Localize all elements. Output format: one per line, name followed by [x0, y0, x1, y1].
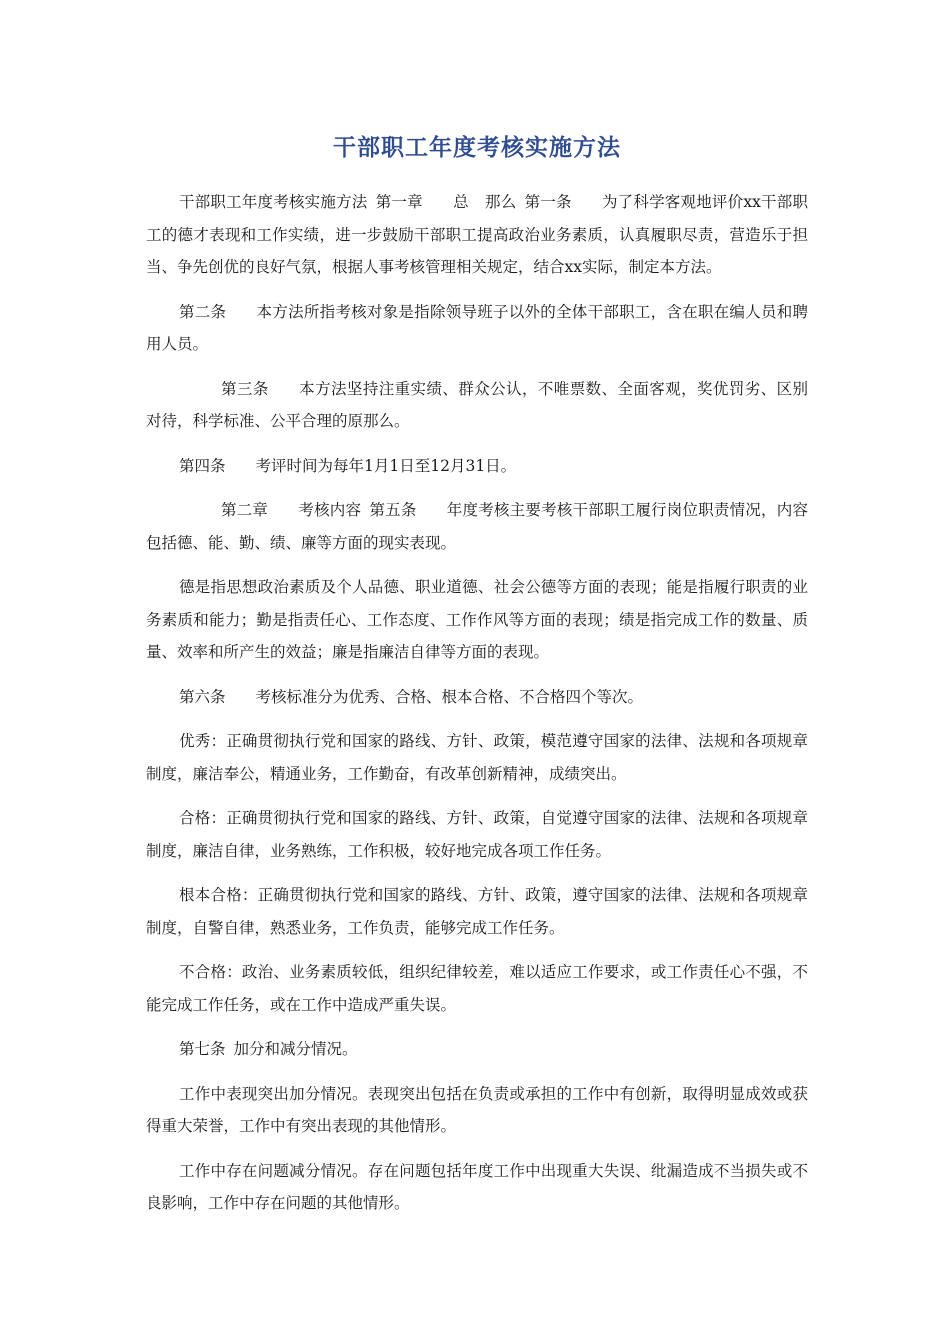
chapter-2-label: 第二章 [221, 501, 269, 519]
article-2-text: 本方法所指考核对象是指除领导班子以外的全体干部职工，含在职在编人员和聘用人员。 [146, 302, 808, 353]
paragraph-article-7 [146, 1033, 808, 1066]
paragraph-article-3 [146, 373, 808, 438]
paragraph-article-2 [146, 296, 808, 361]
paragraph-grade-basically-qualified: 根本合格：正确贯彻执行党和国家的路线、方针、政策，遵守国家的法律、法规和各项规章制度，自警自律，熟悉业务，工作负责，能够完成工作任务。 [146, 886, 808, 937]
chapter-1-title-b: 那么 [484, 193, 517, 211]
article-4-label: 第四条 [179, 456, 226, 475]
article-6-label: 第六条 [179, 687, 226, 706]
article-4-text: 考评时间为每年1月1日至12月31日。 [255, 456, 517, 475]
paragraph-article-1 [146, 186, 808, 284]
paragraph-criteria-definition: 德是指思想政治素质及个人品德、职业道德、社会公德等方面的表现；能是指履行职责的业务素质和能力；勤是指责任心、工作态度、工作作风等方面的表现；绩是指完成工作的数量、质量、效率和所产生的效益；廉是指廉洁自律等方面的表现。 [146, 578, 808, 661]
doc-name: 干部职工年度考核实施方法 [179, 193, 368, 211]
article-1-text: 为了科学客观地评价xx干部职工的德才表现和工作实绩，进一步鼓励干部职工提高政治业务素质，认真履职尽责，营造乐于担当、争先创优的良好气氛，根据人事考核管理相关规定，结合xx实际，制定本方法。 [146, 193, 808, 276]
chapter-1-title-a: 总 [452, 193, 469, 211]
paragraph-deduction-points: 工作中存在问题减分情况。存在问题包括年度工作中出现重大失误、纰漏造成不当损失或不良影响，工作中存在问题的其他情形。 [146, 1161, 808, 1212]
paragraph-bonus-points: 工作中表现突出加分情况。表现突出包括在负责或承担的工作中有创新，取得明显成效或获得重大荣誉，工作中有突出表现的其他情形。 [146, 1084, 808, 1135]
document-page [146, 128, 808, 1232]
article-3-text: 本方法坚持注重实绩、群众公认，不唯票数、全面客观，奖优罚劣、区别对待，科学标准、公平合理的原那么。 [146, 379, 808, 430]
article-3-label: 第三条 [221, 379, 269, 398]
paragraph-grade-excellent: 优秀：正确贯彻执行党和国家的路线、方针、政策，模范遵守国家的法律、法规和各项规章制度，廉洁奉公，精通业务，工作勤奋，有改革创新精神，成绩突出。 [146, 732, 808, 783]
paragraph-article-4 [146, 450, 808, 483]
article-7-text: 加分和减分情况。 [233, 1040, 358, 1058]
paragraph-article-6 [146, 681, 808, 714]
chapter-2-title: 考核内容 [298, 501, 362, 519]
document-title: 干部职工年度考核实施方法 [333, 135, 621, 161]
article-1-label: 第一条 [524, 193, 572, 211]
chapter-1-label: 第一章 [375, 193, 423, 211]
paragraph-grade-qualified: 合格：正确贯彻执行党和国家的路线、方针、政策，自觉遵守国家的法律、法规和各项规章制度，廉洁自律，业务熟练，工作积极，较好地完成各项工作任务。 [146, 809, 808, 860]
article-6-text: 考核标准分为优秀、合格、根本合格、不合格四个等次。 [255, 687, 644, 706]
article-7-label: 第七条 [179, 1040, 226, 1058]
article-5-label: 第五条 [369, 501, 417, 519]
paragraph-grade-unqualified: 不合格：政治、业务素质较低，组织纪律较差，难以适应工作要求，或工作责任心不强，不能完成工作任务，或在工作中造成严重失误。 [146, 963, 808, 1014]
paragraph-article-5 [146, 494, 808, 559]
article-2-label: 第二条 [179, 302, 227, 321]
article-5-text: 年度考核主要考核干部职工履行岗位职责情况，内容包括德、能、勤、绩、廉等方面的现实表现。 [146, 501, 808, 552]
